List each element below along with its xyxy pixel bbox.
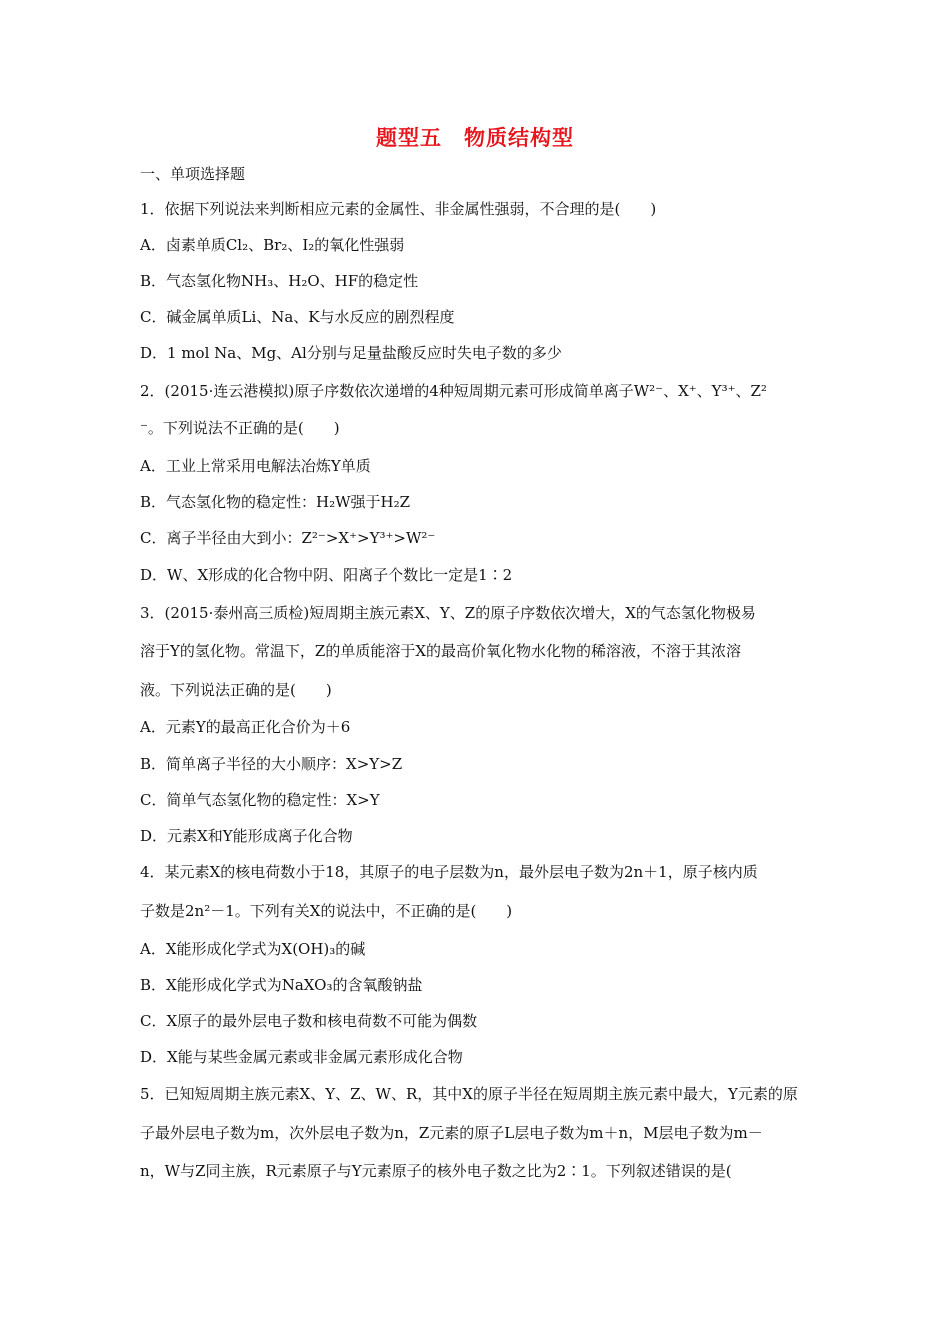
- page-title: 题型五 物质结构型: [376, 126, 574, 150]
- q4-stem-line1: 4．某元素X的核电荷数小于18，其原子的电子层数为n，最外层电子数为2n＋1，原子核内质: [140, 863, 758, 881]
- q4-option-d: D．X能与某些金属元素或非金属元素形成化合物: [140, 1048, 463, 1066]
- q2-option-c: C．离子半径由大到小：Z²⁻>X⁺>Y³⁺>W²⁻: [140, 529, 436, 547]
- section-heading: 一、单项选择题: [140, 165, 246, 183]
- q2-option-a: A．工业上常采用电解法冶炼Y单质: [140, 457, 371, 475]
- q3-stem-line3: 液。下列说法正确的是( ): [140, 681, 332, 699]
- q3-option-b: B．简单离子半径的大小顺序：X>Y>Z: [140, 755, 403, 773]
- q4-option-c: C．X原子的最外层电子数和核电荷数不可能为偶数: [140, 1012, 478, 1030]
- q5-stem-line2: 子最外层电子数为m，次外层电子数为n，Z元素的原子L层电子数为m＋n，M层电子数为m－: [140, 1124, 763, 1142]
- q1-option-d: D．1 mol Na、Mg、Al分别与足量盐酸反应时失电子数的多少: [140, 344, 562, 362]
- q3-stem-line1: 3．(2015·泰州高三质检)短周期主族元素X、Y、Z的原子序数依次增大，X的气态氢化物极易: [140, 604, 756, 622]
- q1-option-a: A．卤素单质Cl₂、Br₂、I₂的氧化性强弱: [140, 236, 405, 254]
- q4-stem-line2: 子数是2n²－1。下列有关X的说法中，不正确的是( ): [140, 902, 513, 920]
- q2-stem-line2: ⁻。下列说法不正确的是( ): [140, 419, 340, 437]
- q2-stem-line1: 2．(2015·连云港模拟)原子序数依次递增的4种短周期元素可形成简单离子W²⁻、X⁺、Y³⁺、Z²: [140, 382, 767, 400]
- q4-option-b: B．X能形成化学式为NaXO₃的含氧酸钠盐: [140, 976, 423, 994]
- q2-option-b: B．气态氢化物的稳定性：H₂W强于H₂Z: [140, 493, 411, 511]
- q3-option-a: A．元素Y的最高正化合价为＋6: [140, 718, 351, 736]
- q3-stem-line2: 溶于Y的氢化物。常温下，Z的单质能溶于X的最高价氧化物水化物的稀溶液，不溶于其浓溶: [140, 642, 742, 660]
- q1-stem: 1．依据下列说法来判断相应元素的金属性、非金属性强弱，不合理的是( ): [140, 200, 657, 218]
- q4-option-a: A．X能形成化学式为X(OH)₃的碱: [140, 940, 366, 958]
- q3-option-c: C．简单气态氢化物的稳定性：X>Y: [140, 791, 380, 809]
- q5-stem-line1: 5．已知短周期主族元素X、Y、Z、W、R，其中X的原子半径在短周期主族元素中最大，Y元素的原: [140, 1085, 798, 1103]
- q2-option-d: D．W、X形成的化合物中阴、阳离子个数比一定是1∶2: [140, 566, 513, 584]
- q5-stem-line3: n，W与Z同主族，R元素原子与Y元素原子的核外电子数之比为2∶1。下列叙述错误的是(: [140, 1162, 732, 1180]
- q1-option-c: C．碱金属单质Li、Na、K与水反应的剧烈程度: [140, 308, 455, 326]
- q1-option-b: B．气态氢化物NH₃、H₂O、HF的稳定性: [140, 272, 419, 290]
- q3-option-d: D．元素X和Y能形成离子化合物: [140, 827, 353, 845]
